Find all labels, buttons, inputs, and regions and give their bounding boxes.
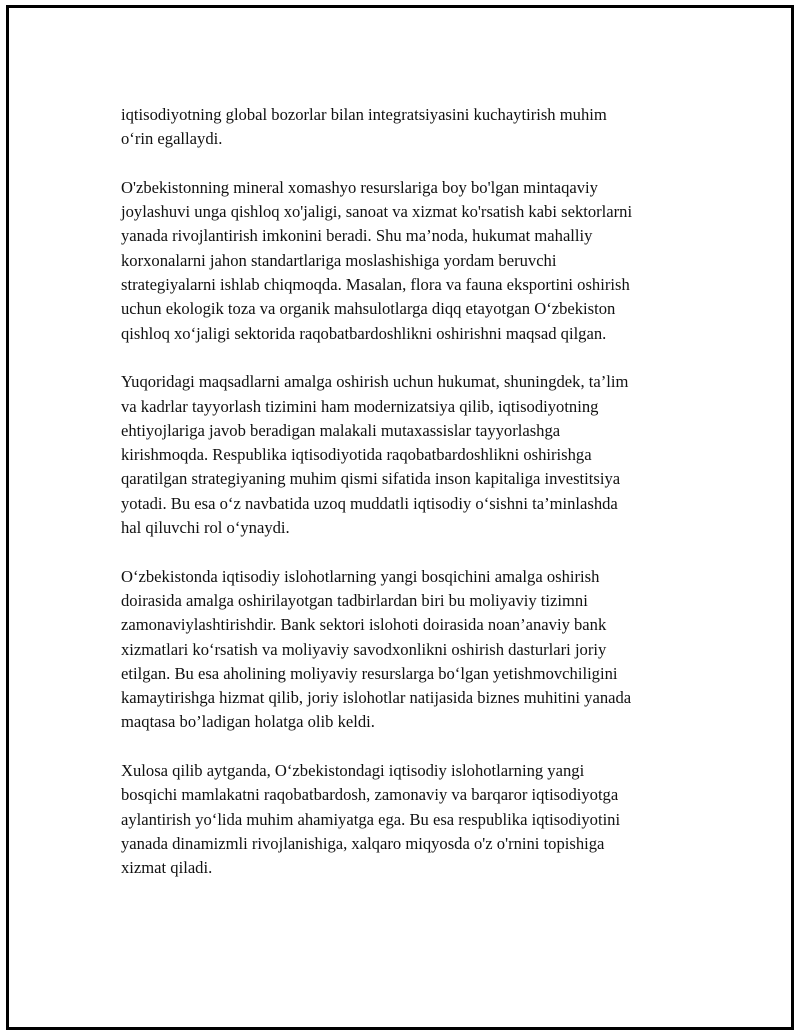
text-line: qishloq xo‘jaligi sektorida raqobatbardoshlikni oshirishni maqsad qilgan.: [121, 323, 607, 343]
text-line: O‘zbekistonda iqtisodiy islohotlarning yangi bosqichini amalga oshirish: [121, 566, 600, 586]
text-line: korxonalarni jahon standartlariga moslashishiga yordam beruvchi: [121, 250, 557, 270]
paragraph-3: [121, 370, 699, 540]
text-line: zamonaviylashtirishdir. Bank sektori islohoti doirasida noan’anaviy bank: [121, 615, 607, 635]
text-line: aylantirish yo‘lida muhim ahamiyatga ega. Bu esa respublika iqtisodiyotini: [121, 809, 621, 829]
text-line: o‘rin egallaydi.: [121, 129, 223, 149]
text-line: bosqichi mamlakatni raqobatbardosh, zamonaviy va barqaror iqtisodiyotga: [121, 785, 619, 805]
text-line: iqtisodiyotning global bozorlar bilan integratsiyasini kuchaytirish muhim: [121, 105, 607, 124]
text-line: yanada dinamizmli rivojlanishiga, xalqaro miqyosda o'z o'rnini topishiga: [121, 833, 605, 853]
text-line: Yuqoridagi maqsadlarni amalga oshirish uchun hukumat, shuningdek, ta’lim: [121, 372, 629, 392]
text-line: uchun ekologik toza va organik mahsulotlarga diqq etayotgan O‘zbekiston: [121, 299, 616, 319]
text-line: ehtiyojlariga javob beradigan malakali mutaxassislar tayyorlashga: [121, 420, 561, 440]
text-line: O'zbekistonning mineral xomashyo resurslariga boy bo'lgan mintaqaviy: [121, 177, 598, 197]
text-line: strategiyalarni ishlab chiqmoqda. Masalan, flora va fauna eksportini oshirish: [121, 275, 630, 295]
paragraph-5: [121, 759, 699, 880]
text-line: yotadi. Bu esa o‘z navbatida uzoq muddatli iqtisodiy o‘sishni ta’minlashda: [121, 493, 618, 513]
text-line: va kadrlar tayyorlash tizimini ham modernizatsiya qilib, iqtisodiyotning: [121, 396, 599, 416]
page-frame: [6, 5, 794, 1030]
text-line: xizmatlari ko‘rsatish va moliyaviy savodxonlikni oshirish dasturlari joriy: [121, 639, 607, 659]
document-body: [121, 103, 699, 905]
text-line: kirishmoqda. Respublika iqtisodiyotida raqobatbardoshlikni oshirishga: [121, 445, 592, 465]
paragraph-1: [121, 103, 699, 152]
paragraph-4: [121, 565, 699, 735]
text-line: yanada rivojlantirish imkonini beradi. Shu ma’noda, hukumat mahalliy: [121, 226, 593, 246]
paragraph-2: [121, 176, 699, 346]
text-line: xizmat qiladi.: [121, 858, 213, 878]
text-line: kamaytirishga hizmat qilib, joriy islohotlar natijasida biznes muhitini yanada: [121, 688, 632, 708]
text-line: Xulosa qilib aytganda, O‘zbekistondagi iqtisodiy islohotlarning yangi: [121, 761, 585, 781]
text-line: hal qiluvchi rol o‘ynaydi.: [121, 518, 290, 538]
text-line: joylashuvi unga qishloq xo'jaligi, sanoat va xizmat ko'rsatish kabi sektorlarni: [121, 202, 633, 222]
text-line: maqtasa bo’ladigan holatga olib keldi.: [121, 712, 375, 732]
text-line: doirasida amalga oshirilayotgan tadbirlardan biri bu moliyaviy tizimni: [121, 590, 588, 610]
text-line: etilgan. Bu esa aholining moliyaviy resurslarga bo‘lgan yetishmovchiligini: [121, 663, 618, 683]
text-line: qaratilgan strategiyaning muhim qismi sifatida inson kapitaliga investitsiya: [121, 469, 621, 489]
